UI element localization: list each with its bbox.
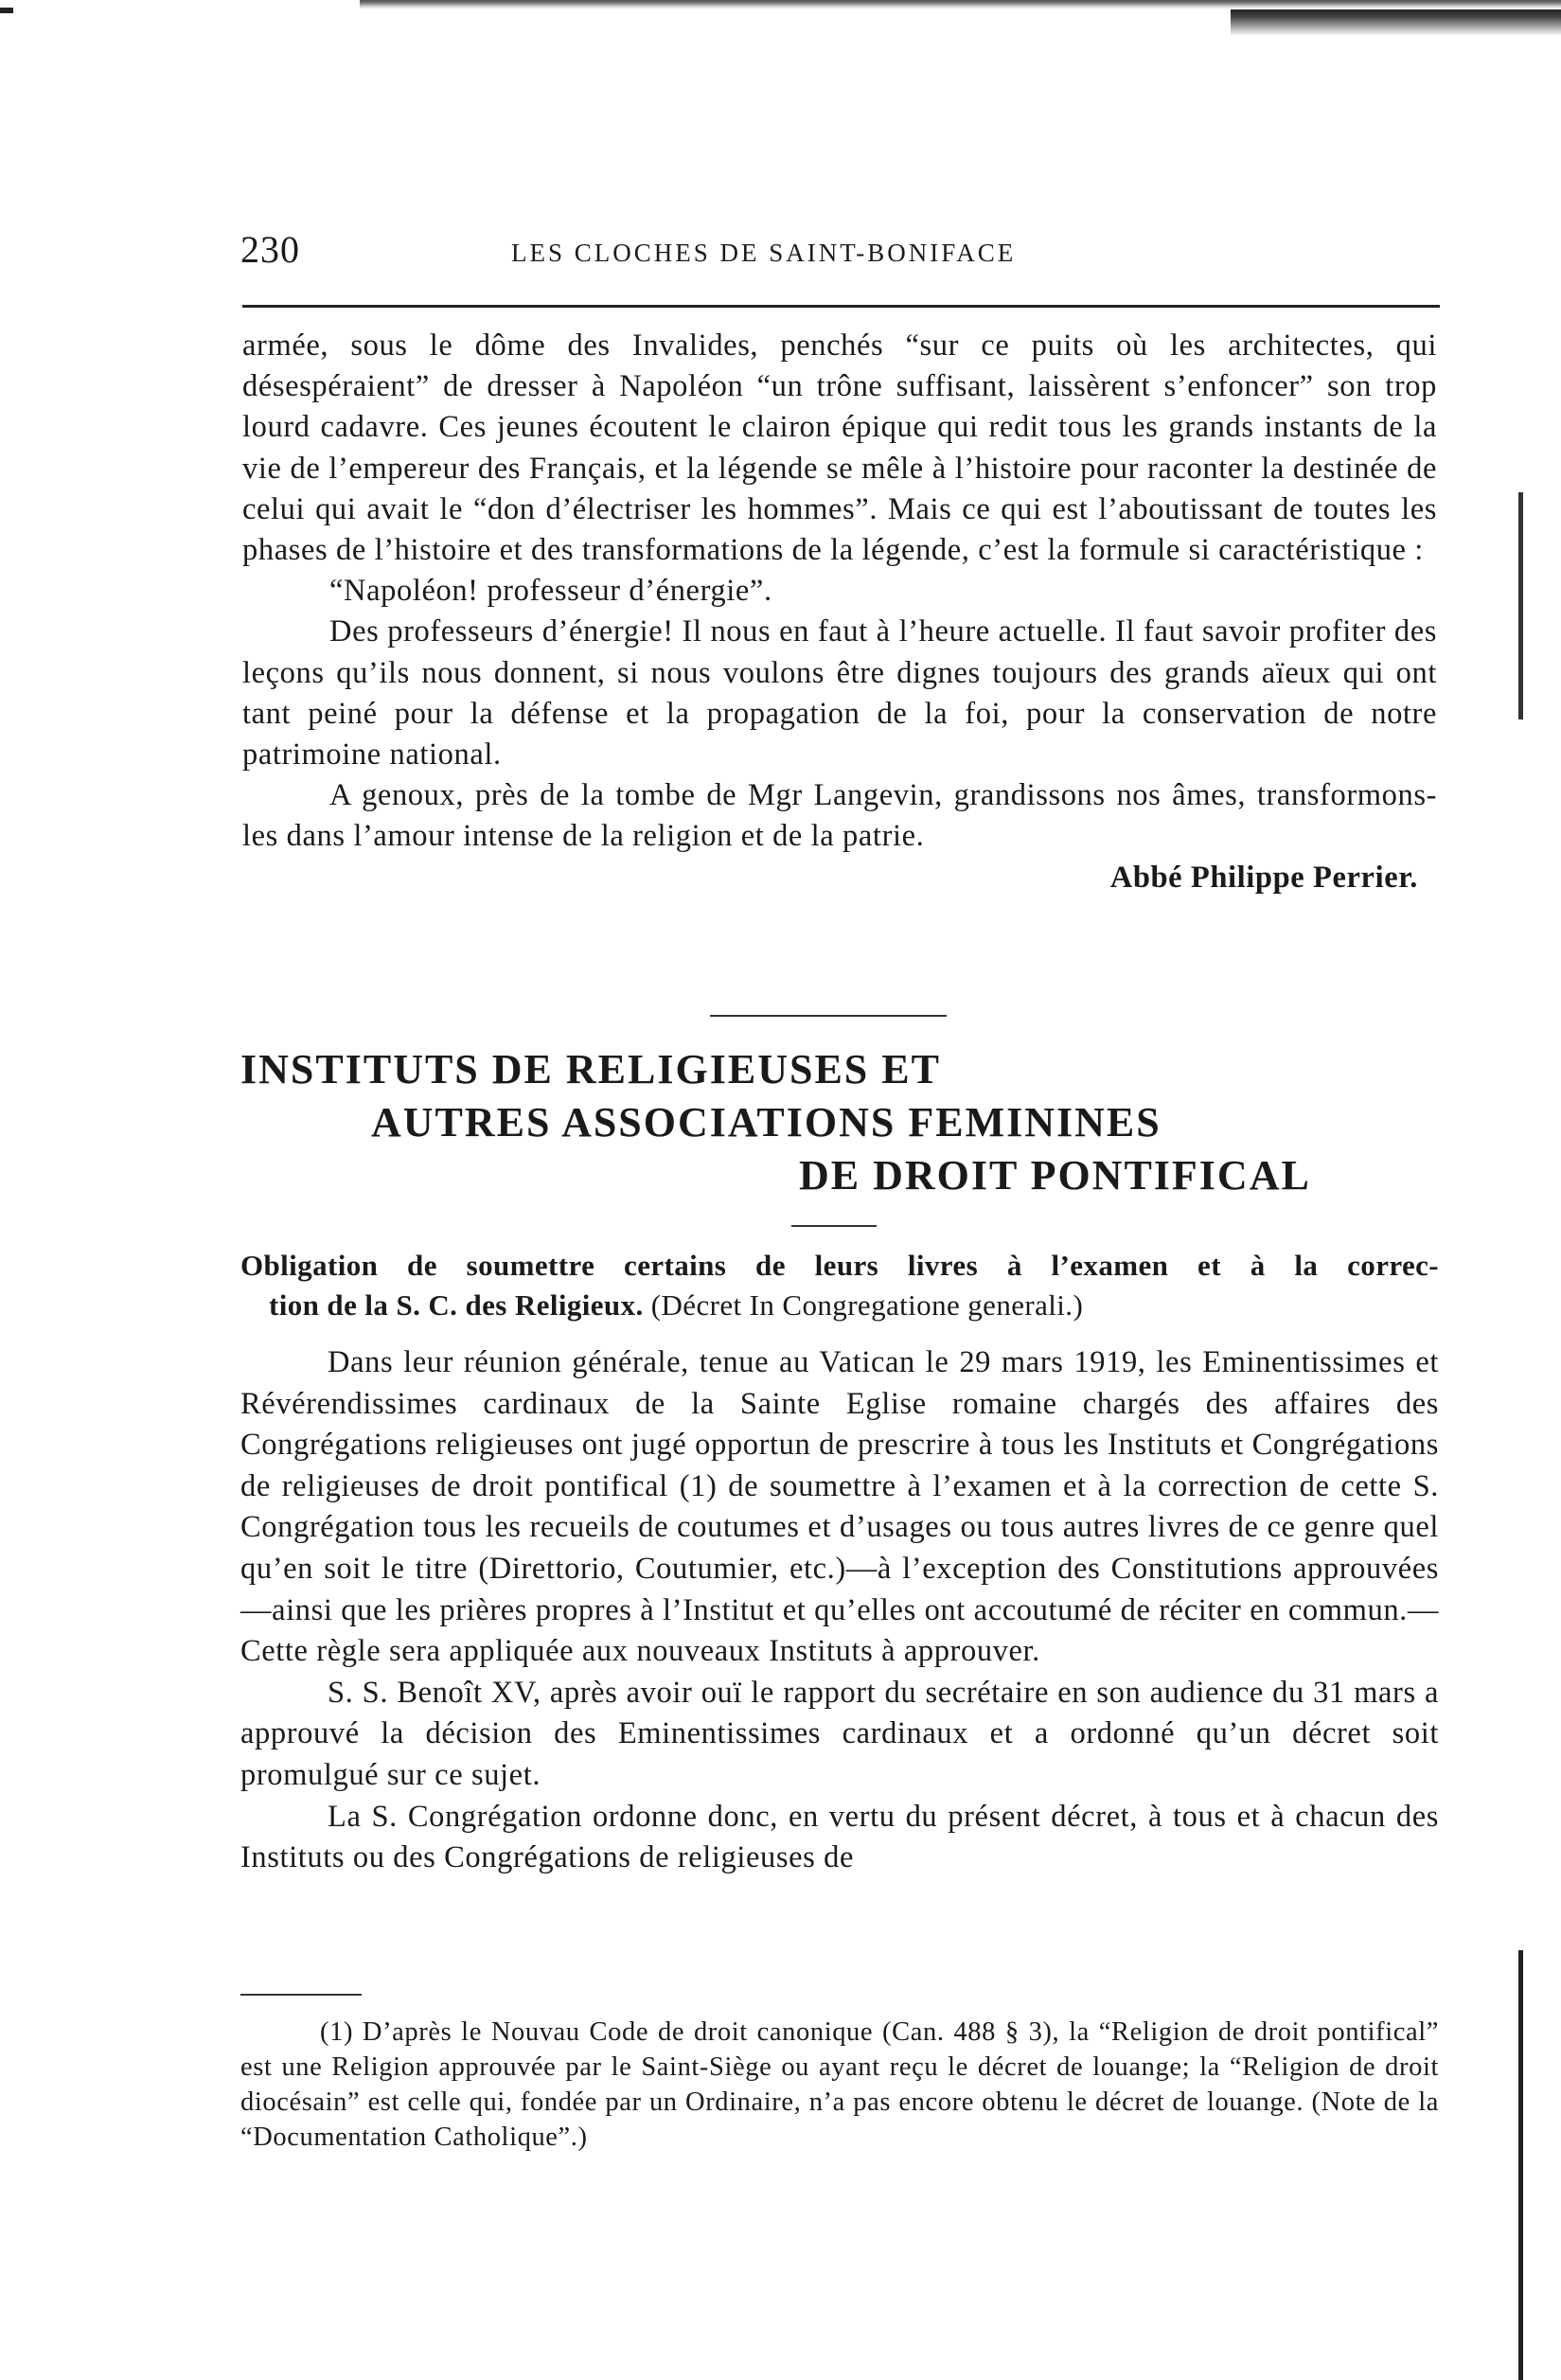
section-title-line: AUTRES ASSOCIATIONS FEMININES — [371, 1099, 1162, 1146]
article-paragraph: A genoux, près de la tombe de Mgr Langevin, grandissons nos âmes, transformons-les dans l’amour intense de la religion et de la patrie. — [242, 778, 1437, 854]
footnote — [240, 2015, 1439, 2155]
scan-mark-left — [0, 8, 13, 13]
page-number: 230 — [240, 228, 300, 271]
section-title-line: DE DROIT PONTIFICAL — [799, 1152, 1311, 1199]
decree-paragraph: Dans leur réunion générale, tenue au Vatican le 29 mars 1919, les Eminentissimes et Révérendissimes cardinaux de la Sainte Eglise romaine chargés des affaires des Congrégations religieuses ont jugé opportun de prescrire à tous les Instituts et Congrégations de religieuses de droit pontifical (1) de soumettre à l’examen et à la correction de cette S. Congrégation tous les recueils de coutumes et d’usages ou tous autres livres de ce genre quel qu’en soit le titre (Direttorio, Coutumier, etc.)—à l’exception des Constitutions approuvées—ainsi que les prières propres à l’Institut et qu’elles ont accoutumé de réciter en commun.—Cette règle sera appliquée aux nouveaux Instituts à approuver. — [240, 1345, 1439, 1669]
section-divider — [710, 1015, 947, 1017]
decree-body — [240, 1342, 1439, 1879]
scan-edge-top — [360, 0, 1561, 9]
article-paragraph: Des professeurs d’énergie! Il nous en faut à l’heure actuelle. Il faut savoir profiter des leçons qu’ils nous donnent, si nous voulons être dignes toujours des grands aïeux qui ont tant peiné pour la défense et la propagation de la foi, pour la conservation de notre patrimoine national. — [242, 614, 1437, 773]
section-title-line: INSTITUTS DE RELIGIEUSES ET — [240, 1046, 941, 1092]
article-end — [242, 326, 1437, 898]
decree-paragraph: La S. Congrégation ordonne donc, en vertu du présent décret, à tous et à chacun des Instituts ou des Congrégations de religieuses de — [240, 1799, 1439, 1875]
subheading-line: tion de la S. C. des Religieux. — [269, 1288, 644, 1322]
footnote-rule — [240, 1994, 362, 1996]
title-divider — [791, 1225, 877, 1227]
footnote-text: (1) D’après le Nouvau Code de droit canonique (Can. 488 § 3), la “Religion de droit pontifical” est une Religion approuvée par le Saint-Siège ou ayant reçu le décret de louange; la “Religion de droit diocésain” est celle qui, fondée par un Ordinaire, n’a pas encore obtenu le décret de louange. (Note de la “Documentation Catholique”.) — [240, 2017, 1439, 2152]
article-paragraph: armée, sous le dôme des Invalides, penchés “sur ce puits où les architectes, qui désespéraient” de dresser à Napoléon “un trône suffisant, laissèrent s’enfoncer” son trop lourd cadavre. Ces jeunes écoutent le clairon épique qui redit tous les grands instants de la vie de l’empereur des Français, et la légende se mêle à l’histoire pour raconter la destinée de celui qui avait le “don d’électriser les hommes”. Mais ce qui est l’aboutissant de toutes les phases de l’histoire et des transformations de la légende, c’est la formule si caractéristique : — [242, 329, 1437, 568]
running-title: LES CLOCHES DE SAINT-BONIFACE — [511, 239, 1017, 267]
author-signature: Abbé Philippe Perrier. — [1109, 860, 1418, 895]
subheading-line: Obligation de soumettre certains de leurs livres à l’examen et à la correc- — [240, 1249, 1439, 1282]
scan-edge-right-lower — [1518, 1950, 1523, 2380]
scan-edge-top-shadow — [1231, 9, 1561, 36]
decree-reference: (Décret In Congregatione generali.) — [643, 1288, 1084, 1322]
book-page — [237, 227, 1439, 2152]
scan-edge-right — [1518, 492, 1523, 719]
decree-subheading — [240, 1246, 1439, 1325]
running-head — [237, 227, 1439, 280]
quote-paragraph: “Napoléon! professeur d’énergie”. — [329, 574, 772, 609]
section-title — [240, 1043, 1443, 1202]
header-rule — [242, 305, 1440, 308]
decree-paragraph: S. S. Benoît XV, après avoir ouï le rapport du secrétaire en son audience du 31 mars a approuvé la décision des Eminentissimes cardinaux et a ordonné qu’un décret soit promulgué sur ce sujet. — [240, 1675, 1439, 1792]
